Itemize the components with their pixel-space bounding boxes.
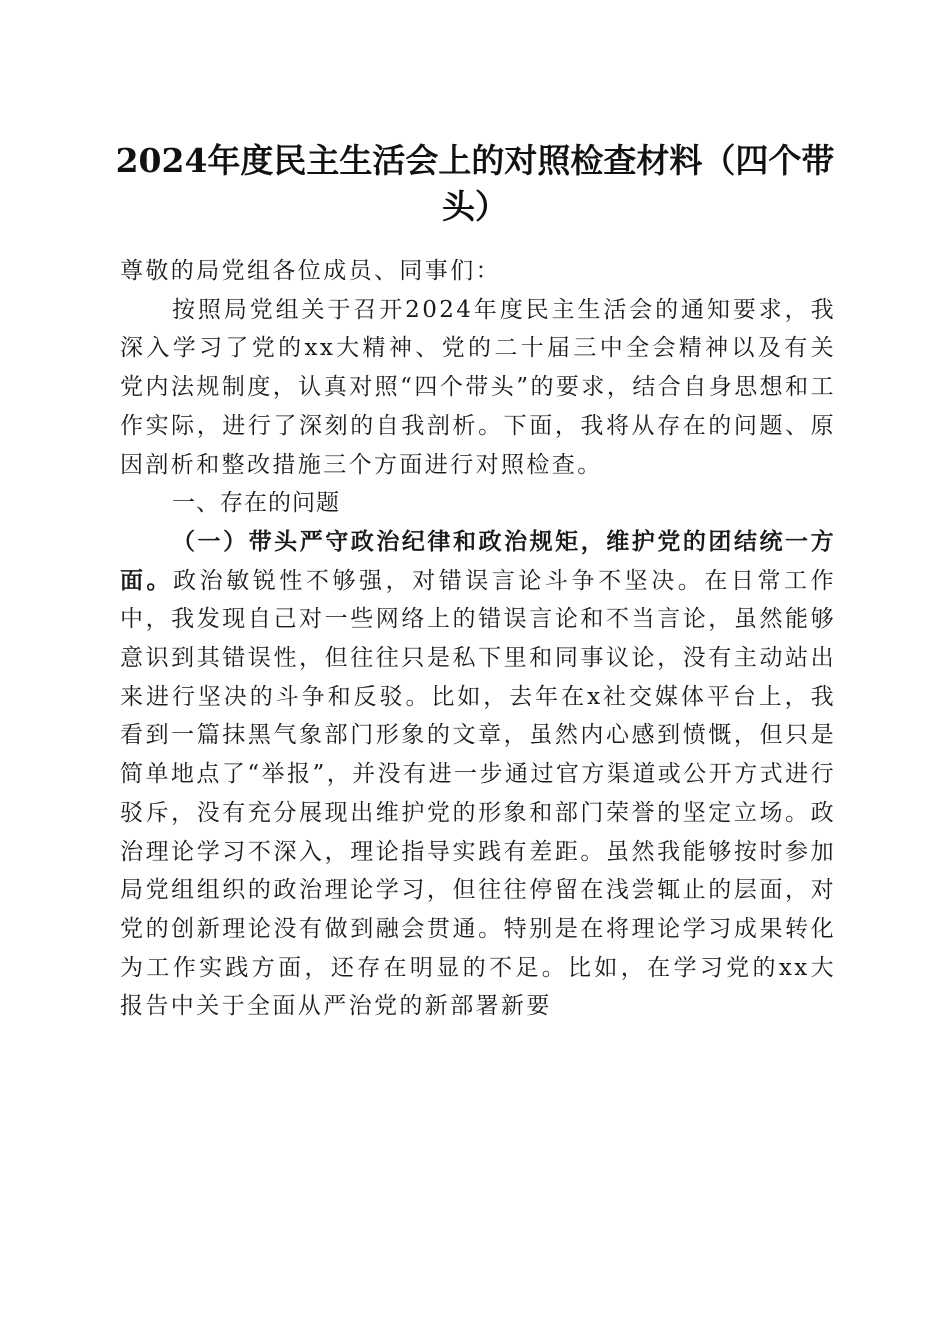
salutation: 尊敬的局党组各位成员、同事们： — [120, 258, 501, 284]
subsection-paragraph-1 — [120, 523, 836, 1026]
document-body — [120, 252, 836, 1026]
document-title: 2024年度民主生活会上的对照检查材料（四个带头） — [115, 141, 835, 226]
section-heading-problems: 一、存在的问题 — [172, 490, 340, 517]
subsection-body-1: 政治敏锐性不够强，对错误言论斗争不坚决。在日常工作中，我发现自己对一些网络上的错误言论和不当言论，虽然能够意识到其错误性，但往往只是私下里和同事议论，没有主动站出来进行坚决的斗争和反驳。比如，去年在x社交媒体平台上，我看到一篇抹黑气象部门形象的文章，虽然内心感到愤慨，但只是简单地点了“举报”，并没有进一步通过官方渠道或公开方式进行驳斥，没有充分展现出维护党的形象和部门荣誉的坚定立场。政治理论学习不深入，理论指导实践有差距。虽然我能够按时参加局党组组织的政治理论学习，但往往停留在浅尝辄止的层面，对党的创新理论没有做到融会贯通。特别是在将理论学习成果转化为工作实践方面，还存在明显的不足。比如，在学习党的xx大报告中关于全面从严治党的新部署新要 — [120, 567, 836, 1020]
subsection-heading-1: （一）带头严守政治纪律和政治规矩，维护党的团结统一方面。 — [120, 527, 836, 594]
intro-paragraph: 按照局党组关于召开2024年度民主生活会的通知要求，我深入学习了党的xx大精神、党的二十届三中全会精神以及有关党内法规制度，认真对照“四个带头”的要求，结合自身思想和工作实际，进行了深刻的自我剖析。下面，我将从存在的问题、原因剖析和整改措施三个方面进行对照检查。 — [120, 296, 836, 478]
